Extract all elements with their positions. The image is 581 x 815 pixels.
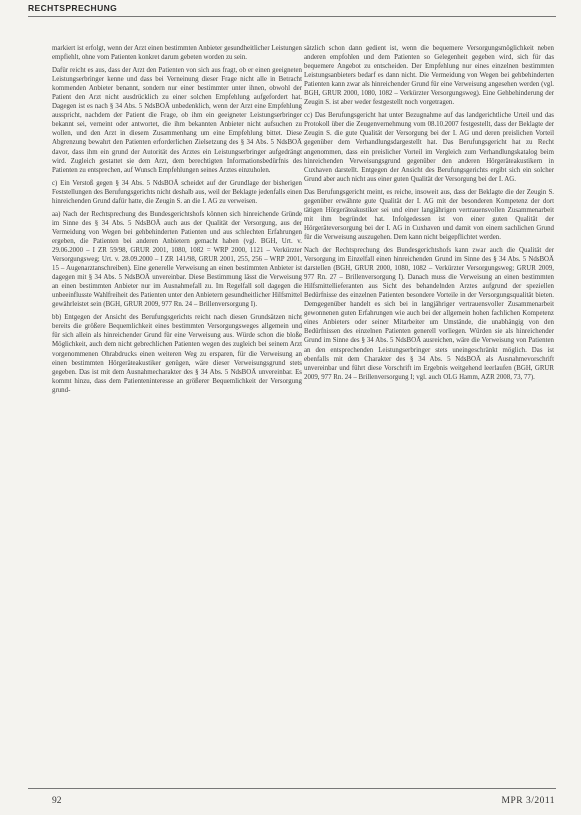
paragraph: Dafür reicht es aus, dass der Arzt den Patienten von sich aus fragt, ob er einen geeigneten Leistungserbringer kenne und dass bei Verneinung dieser Frage nicht alle in Betracht kommenden Anbieter benannt, sondern nur einer bestimmter unter ihnen, obwohl der Patient den Arzt nicht ausdrücklich zu einer solchen Empfehlung aufgefordert hat. Dagegen ist es nach § 34 Abs. 5 NdsBOÄ unbedenklich, wenn der Arzt eine Empfehlung ausspricht, nachdem der Patient die Frage, ob ihm ein geeigneter Leistungserbringer bekannt sei, verneint oder antwortet, die ihm bekannten Anbieter nicht aufsuchen zu wollen, und den Arzt in diesem Zusammenhang um eine Empfehlung bittet. Diese Abgrenzung bewahrt den Patienten erforderlichen Zielsetzung des § 34 Abs. 5 NdsBOÄ davor, dass ihm ein grund der Autorität des Arztes ein Leistungserbringer aufgedrängt wird. Zugleich gestattet sie dem Arzt, dem berechtigten Informationsbedürfnis des Patienten zu entsprechen, auf Wunsch Empfehlungen seines Arztes einzuholen. — [52, 67, 302, 174]
journal-issue: MPR 3/2011 — [501, 796, 555, 806]
paragraph: Das Berufungsgericht meint, es reiche, insoweit aus, dass der Beklagte die der Zeugin S. gegenüber erwähnte gute Qualität der I. AG mit der besonderen Kompetenz der dort tätigen Hörgeräteakustiker sei und einer langjährigen vertrauensvollen Zusammenarbeit mit ihm begründet hat. Infolgedessen ist von einer guten Qualität der Hörgeräteversorgung bei der I. AG in Cuxhaven und damit von einem sachlichen Grund für die Verweisung auszugehen. Dem kann nicht beigepflichtet werden. — [304, 188, 554, 241]
footer-rule — [28, 788, 556, 789]
header-rule — [28, 16, 556, 17]
section-header: RECHTSPRECHUNG — [28, 3, 118, 13]
paragraph: aa) Nach der Rechtsprechung des Bundesgerichtshofs können sich hinreichende Gründe im Sinne des § 34 Abs. 5 NdsBOÄ auch aus der Qualität der Versorgung, aus der Vermeidung von Wegen bei gehbehinderten Patienten und aus schlechten Erfahrungen ergeben, die Patienten bei anderen Anbietern gemacht haben (vgl. BGH, Urt. v. 29.06.2000 – I ZR 59/98, GRUR 2001, 1080, 1082 = WRP 2000, 1121 – Verkürzter Versorgungsweg; Urt. v. 28.09.2000 – I ZR 141/98, GRUR 2001, 255, 256 – WRP 2001, 15 – Augenarztanschreiben). Eine generelle Verweisung an einen bestimmten Anbieter ist dagegen mit § 34 Abs. 5 NdsBOÄ unvereinbar. Diese Bestimmung lässt die Verweisung an einen bestimmten Anbieter nur im Ausnahmefall zu. Im Regelfall soll dagegen die unbeeinflusste Wahlfreiheit des Patienten unter den Anbietern gesundheitlicher Hilfsmittel gewährleistet sein (BGH, GRUR 2009, 977 Rn. 24 – Brillenversorgung I). — [52, 210, 302, 309]
paragraph: bb) Entgegen der Ansicht des Berufungsgerichts reicht nach diesen Grundsätzen nicht bereits die größere Bequemlichkeit eines bestimmten Versorgungsweges allgemein und für sich allein als hinreichender Grund für eine Verweisung aus. Würde schon die bloße Möglichkeit, auch dem nicht gebrechlichen Patienten wegen des zugleich bei seinem Arzt vorgenommenen Ohrabdrucks einen weiteren Weg zu ersparen, für die Verweisung an einen bestimmten Hörgeräteakustiker genügen, wäre dieser Verweisungsgrund stets gegeben. Das ist mit dem Ausnahmecharakter des § 34 Abs. 5 NdsBOÄ unvereinbar. Es kommt hinzu, dass dem Patienteninteresse an größerer Bequemlichkeit der Versorgung grund- — [52, 314, 302, 394]
page-number: 92 — [52, 796, 62, 806]
paragraph: sätzlich schon dann gedient ist, wenn die bequemere Versorgungsmöglichkeit neben anderen empfohlen und dem Patienten so Gelegenheit gegeben wird, sich für das bequemere Angebot zu entscheiden. Der Empfehlung nur eines einzelnen bestimmten Leistungsanbieters bedarf es dann nicht. Die Vermeidung von Wegen bei gehbehinderten Patienten kann zwar als hinreichender Grund für eine Verweisung angesehen werden (vgl. BGH, GRUR 2000, 1080, 1082 – Verkürzter Versorgungsweg). Eine Gehbehinderung der Zeugin S. ist aber weder festgestellt noch vorgetragen. — [304, 45, 554, 107]
right-column — [304, 44, 554, 780]
paragraph: cc) Das Berufungsgericht hat unter Bezugnahme auf das landgerichtliche Urteil und das Protokoll über die Zeugenvernehmung vom 08.10.2007 festgestellt, dass der Beklagte der Zeugin S. die gute Qualität der Versorgung bei der I. AG und deren preislichen Vorteil gegenüber dem Verhandlungsdargestellt hat. Das Berufungsgericht hat zu Recht angenommen, dass ein preislicher Vorteil im Vergleich zum Verhandlungskatalog beim hinreichenden Verweisungsgrund gegenüber den anderen Hörgeräteakustikern in Cuxhaven darstellt. Entgegen der Ansicht des Berufungsgerichts ergibt sich ein solcher Grund aber auch nicht aus einer guten Qualität der Versorgung bei der I. AG. — [304, 112, 554, 183]
paragraph: markiert ist erfolgt, wenn der Arzt einen bestimmten Anbieter gesundheitlicher Leistungen empfiehlt, ohne vom Patienten konkret darum gebeten worden zu sein. — [52, 45, 302, 62]
paragraph: c) Ein Verstoß gegen § 34 Abs. 5 NdsBOÄ scheidet auf der Grundlage der bisherigen Feststellungen des Berufungsgerichts nicht deshalb aus, weil der Beklagte jedenfalls einen hinreichenden Grund dafür hatte, die Zeugin S. an die I. AG zu verweisen. — [52, 179, 302, 205]
left-column — [52, 44, 302, 780]
paragraph: Nach der Rechtsprechung des Bundesgerichtshofs kann zwar auch die Qualität der Versorgung im Einzelfall einen hinreichenden Grund im Sinne des § 34 Abs. 5 NdsBOÄ darstellen (BGH, GRUR 2000, 1080, 1082 – Verkürzter Versorgungsweg; GRUR 2009, 977 Rn. 27 – Brillenversorgung I). Danach muss die Verweisung an einen bestimmten Hilfsmittellieferanten aus Sicht des behandelnden Arztes aufgrund der speziellen Bedürfnisse des einzelnen Patienten besondere Vorteile in der Versorgungsqualität bieten. Demgegenüber handelt es sich bei in langjähriger vertrauensvoller Zusammenarbeit gewonnenen guten Erfahrungen wie auch bei der allgemein hohen fachlichen Kompetenz eines Anbieters oder seiner Mitarbeiter um Umstände, die unabhängig von den Bedürfnissen des einzelnen Patienten generell vorliegen. Würden sie als hinreichender Grund im Sinne des § 34 Abs. 5 NdsBOÄ ausreichen, wäre die Verweisung von Patienten an den entsprechenden Leistungserbringer stets uneingeschränkt möglich. Das ist ebenfalls mit dem Charakter des § 34 Abs. 5 NdsBOÄ als Ausnahmevorschrift unvereinbar und führt diese Vorschrift im Ergebnis weitgehend leerlaufen (BGH, GRUR 2009, 977 Rn. 24 – Brillenversorgung I; vgl. auch OLG Hamm, AZR 2008, 73, 77). — [304, 246, 554, 381]
